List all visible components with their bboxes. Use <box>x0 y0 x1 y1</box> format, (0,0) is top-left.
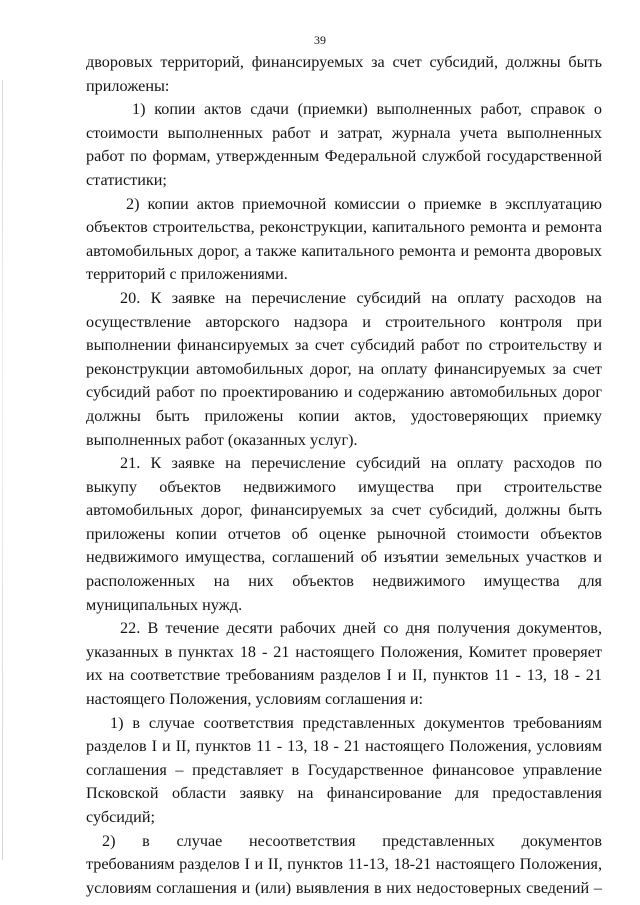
text-line: дворовых территорий, финансируемых за счет субсидий, должны быть <box>86 53 602 71</box>
text-line: выкупу объектов недвижимого имущества при строительстве <box>86 477 602 496</box>
text-line: осуществление авторского надзора и строительного контроля при <box>86 312 602 331</box>
text-line: соглашения – представляет в Государственное финансовое управление <box>86 760 602 779</box>
paragraph-21-start: 21. К заявке на перечисление субсидий на оплату расходов по <box>120 454 602 473</box>
text-line: требованиям разделов I и II, пунктов 11-13, 18-21 настоящего Положения, <box>86 855 602 874</box>
text-line: субсидий; <box>86 808 155 826</box>
scan-edge-shadow <box>2 80 3 860</box>
text-line: автомобильных дорог, а также капитального ремонта и ремонта дворовых <box>86 241 602 260</box>
text-line: настоящего Положения, условиям соглашения и: <box>86 690 423 709</box>
paragraph-20-start: 20. К заявке на перечисление субсидий на оплату расходов на <box>120 288 602 307</box>
text-line: объектов строительства, реконструкции, капитального ремонта и ремонта <box>86 218 602 237</box>
text-line: разделов I и II, пунктов 11 - 13, 18 - 21 настоящего Положения, условиям <box>86 737 602 756</box>
text-line: приложены: <box>86 76 170 95</box>
text-line: выполненных работ (оказанных услуг). <box>86 430 358 449</box>
text-line: стоимости выполненных работ и затрат, журнала учета выполненных <box>86 123 602 142</box>
text-line: их на соответствие требованиям разделов I и II, пунктов 11 - 13, 18 - 21 <box>86 666 602 685</box>
page-number: 39 <box>314 33 326 47</box>
text-line: работ по формам, утвержденным Федеральной службой государственной <box>86 147 602 166</box>
text-line: муниципальных нужд. <box>86 595 243 614</box>
list-item-2-line: 2) копии актов приемочной комиссии о приемке в эксплуатацию <box>126 194 602 213</box>
text-line: автомобильных дорог, финансируемых за счет субсидий, должны быть <box>86 501 602 520</box>
text-line: субсидий работ по проектированию и содержанию автомобильных дорог <box>86 383 602 402</box>
list-item-2-line: 2) в случае несоответствия представленных документов <box>102 831 602 850</box>
text-line: реконструкции автомобильных дорог, на оплату финансируемых за счет <box>86 359 602 378</box>
text-line: территорий с приложениями. <box>86 265 288 284</box>
text-line: приложены копии отчетов об оценке рыночной стоимости объектов <box>86 524 602 543</box>
text-line: статистики; <box>86 170 167 189</box>
text-line: условиям соглашения и (или) выявления в них недостоверных сведений – <box>86 878 602 897</box>
list-item-1-line: 1) копии актов сдачи (приемки) выполненных работ, справок о <box>132 100 602 119</box>
text-line: должны быть приложены копии актов, удостоверяющих приемку <box>86 406 602 425</box>
text-line: недвижимого имущества, соглашений об изъятии земельных участков и <box>86 548 602 567</box>
list-item-1-line: 1) в случае соответствия представленных документов требованиям <box>110 713 602 732</box>
paragraph-22-start: 22. В течение десяти рабочих дней со дня получения документов, <box>120 619 602 638</box>
text-line: указанных в пунктах 18 - 21 настоящего Положения, Комитет проверяет <box>86 642 602 661</box>
text-line: Псковской области заявку на финансирование для предоставления <box>86 784 602 803</box>
document-body <box>86 51 602 900</box>
text-line: расположенных на них объектов недвижимого имущества для <box>86 572 602 591</box>
text-line: выполнении финансируемых за счет субсидий работ по строительству и <box>86 336 602 355</box>
